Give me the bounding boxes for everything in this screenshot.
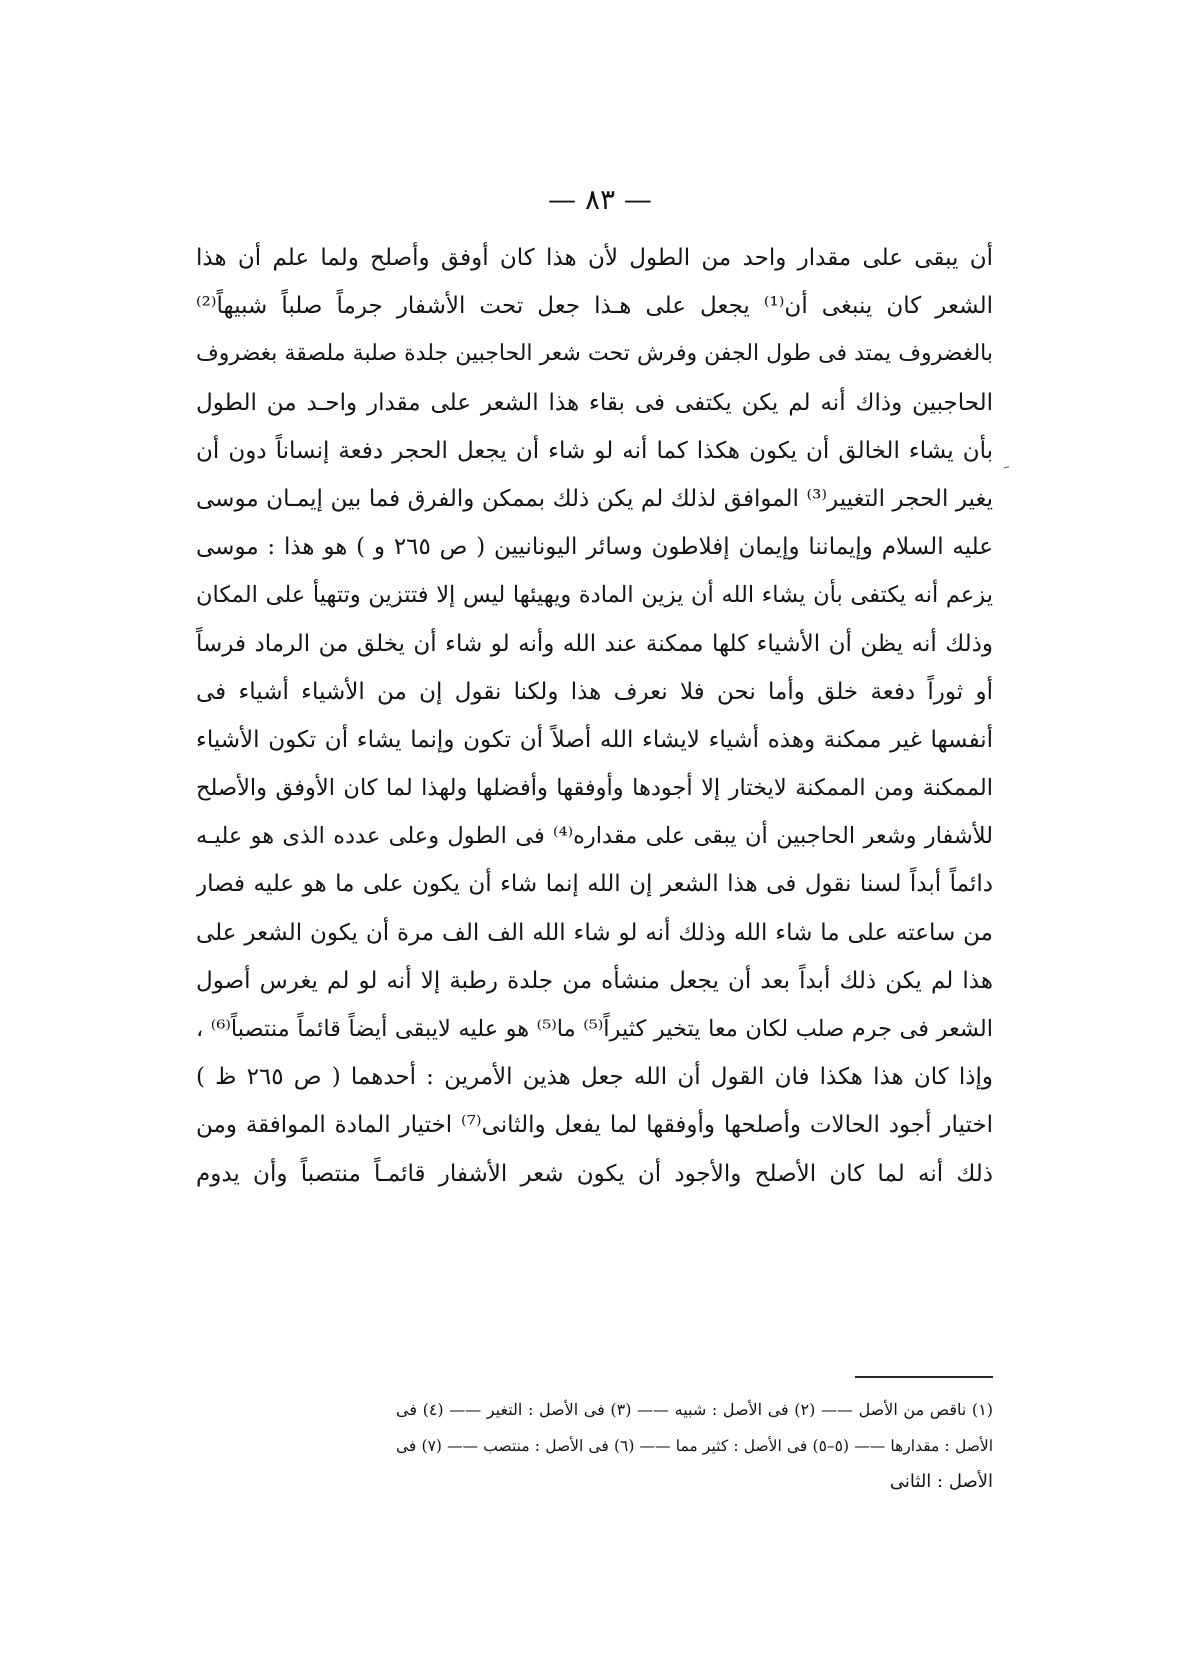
footnote-separator (855, 1376, 993, 1378)
body-line: الحاجبين وذاك أنه لم يكن يكتفى فى بقاء هذا الشعر على مقدار واحـد من الطول (196, 389, 993, 416)
body-line: ذلك أنه لما كان الأصلح والأجود أن يكون شعر الأشفار قائمـاً منتصباً وأن يدوم (196, 1160, 993, 1187)
page-number: — ٨٣ — (548, 183, 652, 216)
body-line: دائماً أبداً لسنا نقول فى هذا الشعر إن الله إنما شاء أن يكون على ما هو عليه فصار (196, 871, 993, 898)
body-line: وذلك أنه يظن أن الأشياء كلها ممكنة عند الله وأنه لو شاء أن يخلق من الرماد فرساً (196, 630, 993, 657)
body-line: بالغضروف يمتد فى طول الجفن وفرش تحت شعر الحاجبين جلدة صلبة ملصقة بغضروف (196, 341, 993, 367)
body-line: يزعم أنه يكتفى بأن يشاء الله أن يزين المادة ويهيئها ليس إلا فتتزين وتتهيأ على المكان (196, 582, 993, 609)
body-line: عليه السلام وإيماننا وإيمان إفلاطون وسائر اليونانيين ( ص ٢٦٥ و ) هو هذا : موسى (196, 534, 993, 561)
body-line: للأشفار وشعر الحاجبين أن يبقى على مقداره⁽⁴⁾ فى الطول وعلى عدده الذى هو عليـه (196, 823, 993, 850)
body-line: الشعر فى جرم صلب لكان معا يتخير كثيراً⁽⁵⁾ ما⁽⁵⁾ هو عليه لايبقى أيضاً قائماً منتصباً⁽⁶⁾ ، (196, 1016, 993, 1042)
body-line: أو ثوراً دفعة خلق وأما نحن فلا نعرف هذا ولكنا نقول إن من الأشياء أشياء فى (196, 678, 993, 705)
footnote-line: الأصل : الثانى (889, 1471, 993, 1492)
body-line: الشعر كان ينبغى أن⁽¹⁾ يجعل على هـذا جعل تحت الأشفار جرماً صلباً شبيهاً⁽²⁾ (196, 293, 993, 320)
body-line: الممكنة ومن الممكنة لايختار إلا أجودها وأوفقها وأفضلها ولهذا لما كان الأوفق والأصلح (196, 775, 993, 802)
body-line: بأن يشاء الخالق أن يكون هكذا كما أنه لو شاء أن يجعل الحجر دفعة إنساناً دون أن (196, 437, 993, 464)
footnotes (396, 1392, 993, 1500)
body-text (196, 234, 993, 1198)
body-line: أن يبقى على مقدار واحد من الطول لأن هذا كان أوفق وأصلح ولما علم أن هذا (196, 245, 993, 271)
body-line: وإذا كان هذا هكذا فان القول أن الله جعل هذين الأمرين : أحدهما ( ص ٢٦٥ ظ ) (196, 1064, 993, 1091)
body-line: يغير الحجر التغيير⁽³⁾ الموافق لذلك لم يكن ذلك بممكن والفرق فما بين إيمـان موسى (196, 485, 993, 512)
body-line: اختيار أجود الحالات وأصلحها وأوفقها لما يفعل والثانى⁽⁷⁾ اختيار المادة الموافقة ومن (196, 1112, 993, 1139)
body-line: هذا لم يكن ذلك أبداً بعد أن يجعل منشأه من جلدة رطبة إلا أنه لو لم يغرس أصول (196, 967, 993, 994)
body-line: أنفسها غير ممكنة وهذه أشياء لايشاء الله أصلاً أن تكون وإنما يشاء أن تكون الأشياء (196, 726, 993, 753)
footnote-line: الأصل : مقدارها —— (٥–٥) فى الأصل : كثير مما —— (٦) فى الأصل : منتصب —— (٧) فى (396, 1437, 993, 1455)
body-line: من ساعته على ما شاء الله وذلك أنه لو شاء الله الف الف مرة أن يكون الشعر على (196, 919, 993, 946)
footnote-line: (١) ناقص من الأصل —— (٢) فى الأصل : شبيه —— (٣) فى الأصل : التغير —— (٤) فى (396, 1400, 993, 1419)
